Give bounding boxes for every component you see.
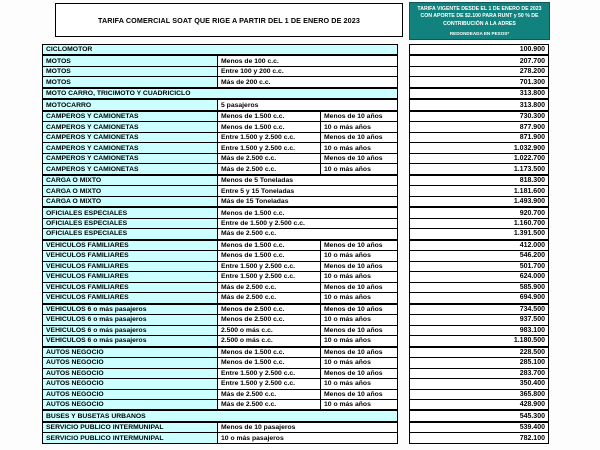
table-row (43, 185, 397, 195)
table-row (43, 409, 397, 420)
table-row (43, 239, 397, 250)
price-cell: 694.900 (410, 292, 548, 302)
table-row (43, 206, 397, 217)
cell-subcategory: Más de 2.500 c.c. (218, 293, 321, 302)
price-column-body (409, 44, 549, 444)
cell-category: CAMPEROS Y CAMIONETAS (43, 143, 218, 152)
price-cell: 285.100 (410, 357, 548, 367)
cell-category: MOTOS (43, 67, 218, 76)
cell-age: 10 o más años (324, 294, 371, 302)
cell-category: AUTOS NEGOCIO (43, 400, 218, 409)
notice-footnote: REDONDEADA EN PESOS* (449, 30, 510, 36)
cell-subcategory: Más de 2.500 c.c. (218, 400, 321, 409)
cell-category: AUTOS NEGOCIO (43, 369, 218, 378)
cell-category: VEHICULOS 6 o más pasajeros (43, 305, 218, 314)
price-cell: 501.700 (410, 261, 548, 271)
cell-age: 10 o más años (324, 380, 371, 388)
cell-category: OFICIALES ESPECIALES (43, 219, 218, 228)
price-cell: 734.500 (410, 303, 548, 314)
table-row (43, 314, 397, 324)
cell-category: CAMPEROS Y CAMIONETAS (43, 122, 218, 131)
cell-age: 10 o más años (324, 316, 371, 324)
cell-category: VEHICULOS FAMILIARES (43, 251, 218, 260)
cell-category: AUTOS NEGOCIO (43, 348, 218, 357)
table-row (43, 325, 397, 335)
cell-subcategory: Más de 2.500 c.c. (218, 390, 321, 399)
cell-category: SERVICIO PUBLICO INTERMUNIPAL (43, 423, 218, 432)
cell-category: VEHICULOS FAMILIARES (43, 262, 218, 271)
cell-subcategory: Entre 1.500 y 2.500 c.c. (218, 369, 321, 378)
cell-age: 10 o más años (324, 359, 371, 367)
price-cell: 1.180.500 (410, 335, 548, 345)
table-row (43, 250, 397, 260)
price-cell: 1.391.500 (410, 228, 548, 238)
cell-age: Menos de 10 años (324, 155, 383, 163)
price-cell: 782.100 (410, 432, 548, 442)
price-cell: 365.800 (410, 389, 548, 399)
cell-subcategory: Más de 2.500 c.c. (218, 154, 321, 163)
cell-subcategory: Menos de 1.500 c.c. (218, 112, 321, 121)
table-row (43, 303, 397, 314)
cell-subcategory: Menos de 1.500 c.c. (218, 348, 321, 357)
table-row (43, 66, 397, 76)
price-cell: 412.000 (410, 239, 548, 250)
cell-subcategory: Menos de 10 pasajeros (221, 424, 296, 432)
tariff-table-body (42, 44, 398, 444)
cell-category: OFICIALES ESPECIALES (43, 229, 218, 238)
price-cell: 539.400 (410, 421, 548, 432)
cell-category: VEHICULOS 6 o más pasajeros (43, 336, 218, 345)
table-row (43, 346, 397, 357)
cell-subcategory: Entre 1.500 y 2.500 c.c. (218, 133, 321, 142)
cell-category: MOTOCARRO (43, 100, 218, 109)
price-cell: 1.022.700 (410, 153, 548, 163)
price-cell: 1.160.700 (410, 218, 548, 228)
cell-age: Menos de 10 años (324, 305, 383, 313)
cell-subcategory: Menos de 1.500 c.c. (218, 241, 321, 250)
cell-subcategory: Menos de 1.500 c.c. (218, 122, 321, 131)
cell-category: CAMPEROS Y CAMIONETAS (43, 133, 218, 142)
cell-subcategory: Más de 2.500 c.c. (218, 164, 321, 173)
cell-category: CARGA O MIXTO (43, 197, 218, 206)
cell-subcategory: Más de 2.500 c.c. (221, 230, 277, 238)
cell-category: VEHICULOS FAMILIARES (43, 272, 218, 281)
price-cell: 278.200 (410, 66, 548, 76)
price-cell: 283.700 (410, 368, 548, 378)
cell-age: 10 o más años (324, 165, 371, 173)
table-row (43, 142, 397, 152)
cell-category: CARGA O MIXTO (43, 186, 218, 195)
cell-category: VEHICULOS 6 o más pasajeros (43, 315, 218, 324)
cell-subcategory: Entre 1.500 y 2.500 c.c. (218, 272, 321, 281)
price-cell: 207.700 (410, 54, 548, 65)
cell-category: SERVICIO PUBLICO INTERMUNIPAL (43, 433, 218, 442)
cell-category: AUTOS NEGOCIO (43, 390, 218, 399)
table-row (43, 132, 397, 142)
table-row (43, 163, 397, 173)
cell-subcategory: Entre 1.500 y 2.500 c.c. (218, 379, 321, 388)
cell-subcategory: Menos de 100 c.c. (221, 57, 279, 65)
price-cell: 983.100 (410, 325, 548, 335)
price-cell: 546.200 (410, 250, 548, 260)
cell-subcategory: Entre 1.500 y 2.500 c.c. (218, 262, 321, 271)
price-cell: 920.700 (410, 206, 548, 217)
table-row (43, 45, 397, 54)
table-row (43, 282, 397, 292)
table-row (43, 357, 397, 367)
cell-subcategory: Entre 100 y 200 c.c. (221, 68, 284, 76)
cell-age: 10 o más años (324, 252, 371, 260)
table-row (43, 292, 397, 302)
table-row (43, 368, 397, 378)
title-box (55, 3, 403, 37)
cell-category: VEHICULOS FAMILIARES (43, 293, 218, 302)
cell-subcategory: Menos de 5 Toneladas (221, 177, 294, 185)
cell-category: AUTOS NEGOCIO (43, 379, 218, 388)
table-row (43, 153, 397, 163)
table-row (43, 174, 397, 185)
cell-subcategory: 5 pasajeros (221, 101, 259, 109)
cell-age: 10 o más años (324, 273, 371, 281)
cell-category: VEHICULOS 6 o más pasajeros (43, 326, 218, 335)
table-row (43, 271, 397, 281)
notice-box (409, 2, 550, 40)
cell-category: CAMPEROS Y CAMIONETAS (43, 154, 218, 163)
table-row (43, 421, 397, 432)
table-row (43, 54, 397, 65)
price-cell: 1.181.600 (410, 185, 548, 195)
cell-subcategory: Más de 200 c.c. (221, 78, 271, 86)
price-cell: 877.900 (410, 121, 548, 131)
cell-subcategory: Menos de 2.500 c.c. (218, 315, 321, 324)
cell-age: Menos de 10 años (324, 326, 383, 334)
price-cell: 585.900 (410, 282, 548, 292)
table-row (43, 228, 397, 238)
cell-age: Menos de 10 años (324, 348, 383, 356)
cell-category: MOTOS (43, 56, 218, 65)
cell-subcategory: Menos de 2.500 c.c. (218, 305, 321, 314)
cell-category: AUTOS NEGOCIO (43, 358, 218, 367)
cell-category: OFICIALES ESPECIALES (43, 208, 218, 217)
cell-category: MOTO CARRO, TRICIMOTO Y CUADRICICLO (43, 89, 397, 98)
cell-subcategory: 2.500 o más c.c. (218, 336, 321, 345)
cell-category: CARGA O MIXTO (43, 176, 218, 185)
price-cell: 1.493.900 (410, 196, 548, 206)
table-row (43, 261, 397, 271)
cell-age: 10 o más años (324, 144, 371, 152)
cell-subcategory: Menos de 1.500 c.c. (221, 209, 285, 217)
price-cell: 100.900 (519, 46, 545, 54)
price-cell: 624.000 (410, 271, 548, 281)
cell-age: 10 o más años (324, 123, 371, 131)
notice-text: TARIFA VIGENTE DESDE EL 1 DE ENERO DE 2023 CON APORTE DE $2.100 PARA RUNT y 50 % DE CONTRIBUCIÓN A LA ADRES (417, 6, 542, 27)
cell-category: BUSES Y BUSETAS URBANOS (43, 411, 397, 420)
cell-subcategory: Entre de 1.500 y 2.500 c.c. (221, 219, 305, 227)
cell-subcategory: Entre 1.500 y 2.500 c.c. (218, 143, 321, 152)
table-row (43, 87, 397, 98)
cell-age: Menos de 10 años (324, 134, 383, 142)
cell-subcategory: 2.500 o más c.c. (218, 326, 321, 335)
cell-category: VEHICULOS FAMILIARES (43, 283, 218, 292)
table-row (43, 378, 397, 388)
table-row (43, 399, 397, 409)
price-cell: 313.800 (410, 87, 548, 98)
cell-age: Menos de 10 años (324, 262, 383, 270)
table-row (43, 432, 397, 442)
cell-age: Menos de 10 años (324, 241, 383, 249)
cell-category: CAMPEROS Y CAMIONETAS (43, 164, 218, 173)
table-row (43, 110, 397, 121)
table-row (43, 76, 397, 86)
price-cell: 350.400 (410, 378, 548, 388)
cell-subcategory: 10 o más pasajeros (221, 434, 284, 442)
cell-category: MOTOS (43, 77, 218, 86)
cell-age: 10 o más años (324, 337, 371, 345)
price-cell: 871.900 (410, 132, 548, 142)
cell-age: Menos de 10 años (324, 390, 383, 398)
cell-age: Menos de 10 años (324, 283, 383, 291)
price-cell: 730.300 (410, 110, 548, 121)
cell-subcategory: Más de 15 Toneladas (221, 198, 289, 206)
cell-category: CICLOMOTOR (43, 45, 397, 54)
cell-subcategory: Más de 2.500 c.c. (218, 283, 321, 292)
cell-subcategory: Menos de 1.500 c.c. (218, 251, 321, 260)
price-cell: 428.900 (410, 399, 548, 409)
price-cell: 818.300 (410, 174, 548, 185)
table-row (43, 98, 397, 109)
cell-category: VEHICULOS FAMILIARES (43, 241, 218, 250)
price-cell: 545.300 (410, 409, 548, 420)
table-row (43, 335, 397, 345)
price-cell: 228.500 (410, 346, 548, 357)
price-cell: 701.300 (410, 76, 548, 86)
cell-age: Menos de 10 años (324, 369, 383, 377)
table-row (43, 196, 397, 206)
price-cell: 1.173.500 (410, 163, 548, 173)
cell-category: CAMPEROS Y CAMIONETAS (43, 112, 218, 121)
table-row (43, 121, 397, 131)
cell-subcategory: Menos de 1.500 c.c. (218, 358, 321, 367)
price-cell: 937.500 (410, 314, 548, 324)
table-row (43, 389, 397, 399)
page-title: TARIFA COMERCIAL SOAT QUE RIGE A PARTIR DEL 1 DE ENERO DE 2023 (98, 15, 360, 25)
price-cell: 313.800 (410, 98, 548, 109)
cell-age: Menos de 10 años (324, 113, 383, 121)
cell-age: 10 o más años (324, 401, 371, 409)
cell-subcategory: Entre 5 y 15 Toneladas (221, 187, 295, 195)
table-row (43, 218, 397, 228)
price-cell: 1.032.900 (410, 142, 548, 152)
